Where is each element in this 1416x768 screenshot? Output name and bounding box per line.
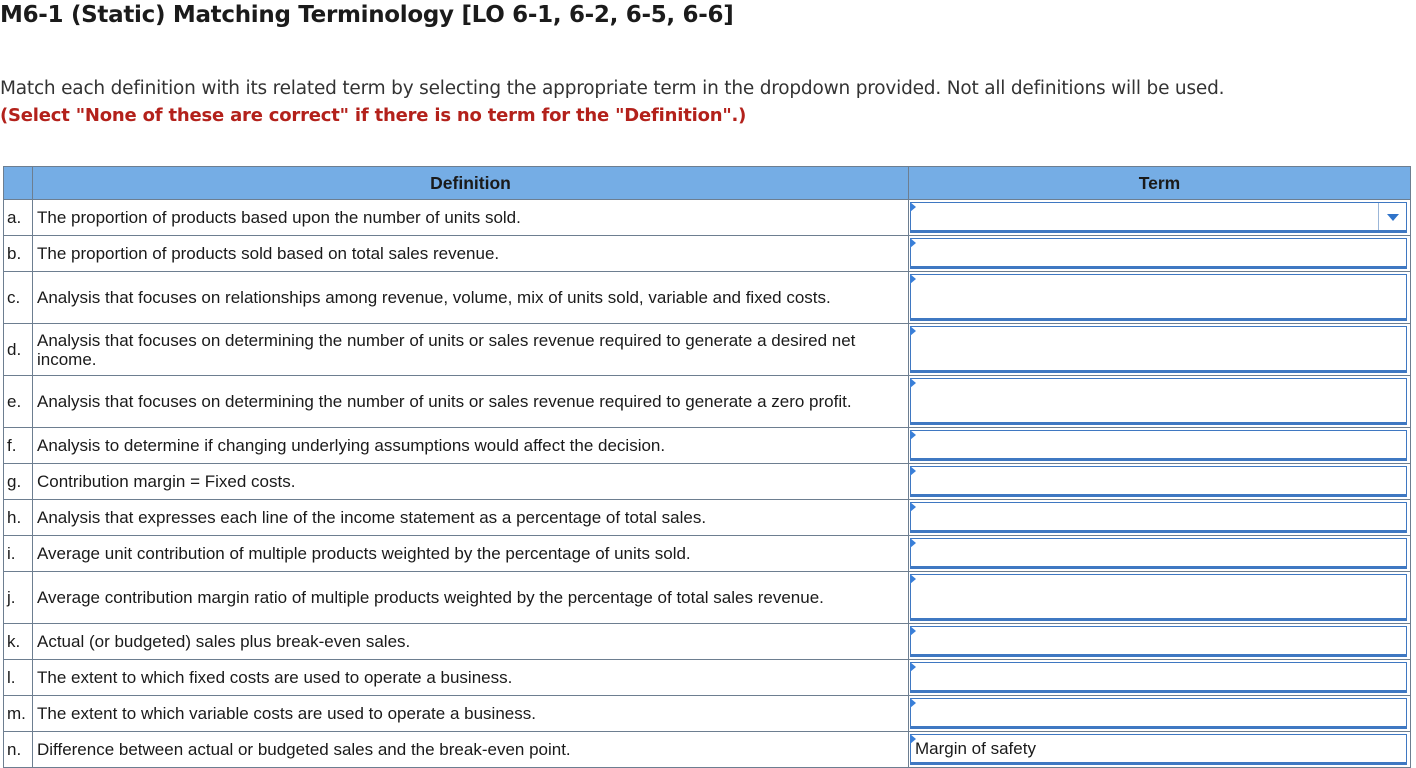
- table-row: [4, 624, 1411, 660]
- term-select[interactable]: [910, 466, 1407, 497]
- flag-marker-icon: [910, 274, 916, 284]
- flag-marker-icon: [910, 238, 916, 248]
- row-letter: d.: [4, 324, 33, 376]
- term-column-header: Term: [909, 167, 1411, 200]
- flag-marker-icon: [910, 502, 916, 512]
- definition-text: The extent to which fixed costs are used to operate a business.: [33, 660, 909, 696]
- term-select[interactable]: [910, 502, 1407, 533]
- flag-marker-icon: [910, 574, 916, 584]
- term-cell: [909, 572, 1411, 624]
- term-select[interactable]: [910, 274, 1407, 321]
- table-row: [4, 200, 1411, 236]
- letter-column-header: [4, 167, 33, 200]
- table-header-row: [4, 167, 1411, 200]
- definition-text: Average unit contribution of multiple products weighted by the percentage of units sold.: [33, 536, 909, 572]
- term-cell: [909, 732, 1411, 768]
- table-row: [4, 500, 1411, 536]
- table-row: [4, 464, 1411, 500]
- flag-marker-icon: [910, 662, 916, 672]
- term-select[interactable]: [910, 238, 1407, 269]
- row-letter: j.: [4, 572, 33, 624]
- term-select[interactable]: [910, 574, 1407, 621]
- dropdown-button[interactable]: [1378, 203, 1406, 230]
- term-cell: [909, 324, 1411, 376]
- table-row: [4, 536, 1411, 572]
- row-letter: g.: [4, 464, 33, 500]
- flag-marker-icon: [910, 698, 916, 708]
- instructions: Match each definition with its related term by selecting the appropriate term in the dropdown provided. Not all definitions will be used.: [0, 78, 1225, 99]
- definition-text: The proportion of products sold based on total sales revenue.: [33, 236, 909, 272]
- definition-column-header: Definition: [33, 167, 909, 200]
- definition-text: Contribution margin = Fixed costs.: [33, 464, 909, 500]
- term-cell: [909, 200, 1411, 236]
- flag-marker-icon: [910, 202, 916, 212]
- row-letter: i.: [4, 536, 33, 572]
- term-select[interactable]: [910, 662, 1407, 693]
- table-row: [4, 696, 1411, 732]
- row-letter: n.: [4, 732, 33, 768]
- table-row: [4, 324, 1411, 376]
- term-cell: [909, 464, 1411, 500]
- term-select[interactable]: [910, 378, 1407, 425]
- table-row: [4, 660, 1411, 696]
- definition-text: Analysis to determine if changing underlying assumptions would affect the decision.: [33, 428, 909, 464]
- term-cell: [909, 376, 1411, 428]
- term-cell: [909, 272, 1411, 324]
- matching-table: [3, 166, 1411, 768]
- definition-text: Actual (or budgeted) sales plus break-even sales.: [33, 624, 909, 660]
- definition-text: The proportion of products based upon the number of units sold.: [33, 200, 909, 236]
- row-letter: c.: [4, 272, 33, 324]
- table-row: [4, 428, 1411, 464]
- term-cell: [909, 428, 1411, 464]
- term-cell: [909, 500, 1411, 536]
- row-letter: e.: [4, 376, 33, 428]
- definition-text: Analysis that expresses each line of the income statement as a percentage of total sales.: [33, 500, 909, 536]
- table-row: [4, 376, 1411, 428]
- term-cell: [909, 696, 1411, 732]
- row-letter: h.: [4, 500, 33, 536]
- definition-text: Analysis that focuses on relationships among revenue, volume, mix of units sold, variable and fixed costs.: [33, 272, 909, 324]
- table-row: [4, 272, 1411, 324]
- row-letter: f.: [4, 428, 33, 464]
- page-title: M6-1 (Static) Matching Terminology [LO 6-1, 6-2, 6-5, 6-6]: [0, 2, 734, 28]
- row-letter: a.: [4, 200, 33, 236]
- definition-text: Analysis that focuses on determining the number of units or sales revenue required to generate a desired net income.: [33, 324, 909, 376]
- term-select[interactable]: [910, 734, 1407, 765]
- row-letter: l.: [4, 660, 33, 696]
- definition-text: Analysis that focuses on determining the number of units or sales revenue required to generate a zero profit.: [33, 376, 909, 428]
- chevron-down-icon: [1387, 214, 1399, 221]
- flag-marker-icon: [910, 466, 916, 476]
- flag-marker-icon: [910, 430, 916, 440]
- instructions-note: (Select "None of these are correct" if there is no term for the "Definition".): [0, 105, 747, 126]
- term-cell: [909, 624, 1411, 660]
- row-letter: m.: [4, 696, 33, 732]
- definition-text: The extent to which variable costs are used to operate a business.: [33, 696, 909, 732]
- term-select[interactable]: [910, 326, 1407, 373]
- flag-marker-icon: [910, 378, 916, 388]
- flag-marker-icon: [910, 326, 916, 336]
- term-cell: [909, 236, 1411, 272]
- definition-text: Average contribution margin ratio of multiple products weighted by the percentage of total sales revenue.: [33, 572, 909, 624]
- table-row: [4, 572, 1411, 624]
- flag-marker-icon: [910, 626, 916, 636]
- row-letter: b.: [4, 236, 33, 272]
- term-select[interactable]: [910, 538, 1407, 569]
- table-row: [4, 236, 1411, 272]
- term-value: Margin of safety: [915, 738, 1036, 758]
- row-letter: k.: [4, 624, 33, 660]
- term-cell: [909, 660, 1411, 696]
- term-select[interactable]: [910, 202, 1407, 233]
- term-select[interactable]: [910, 430, 1407, 461]
- definition-text: Difference between actual or budgeted sales and the break-even point.: [33, 732, 909, 768]
- term-select[interactable]: [910, 626, 1407, 657]
- flag-marker-icon: [910, 538, 916, 548]
- term-cell: [909, 536, 1411, 572]
- table-row: [4, 732, 1411, 768]
- term-select[interactable]: [910, 698, 1407, 729]
